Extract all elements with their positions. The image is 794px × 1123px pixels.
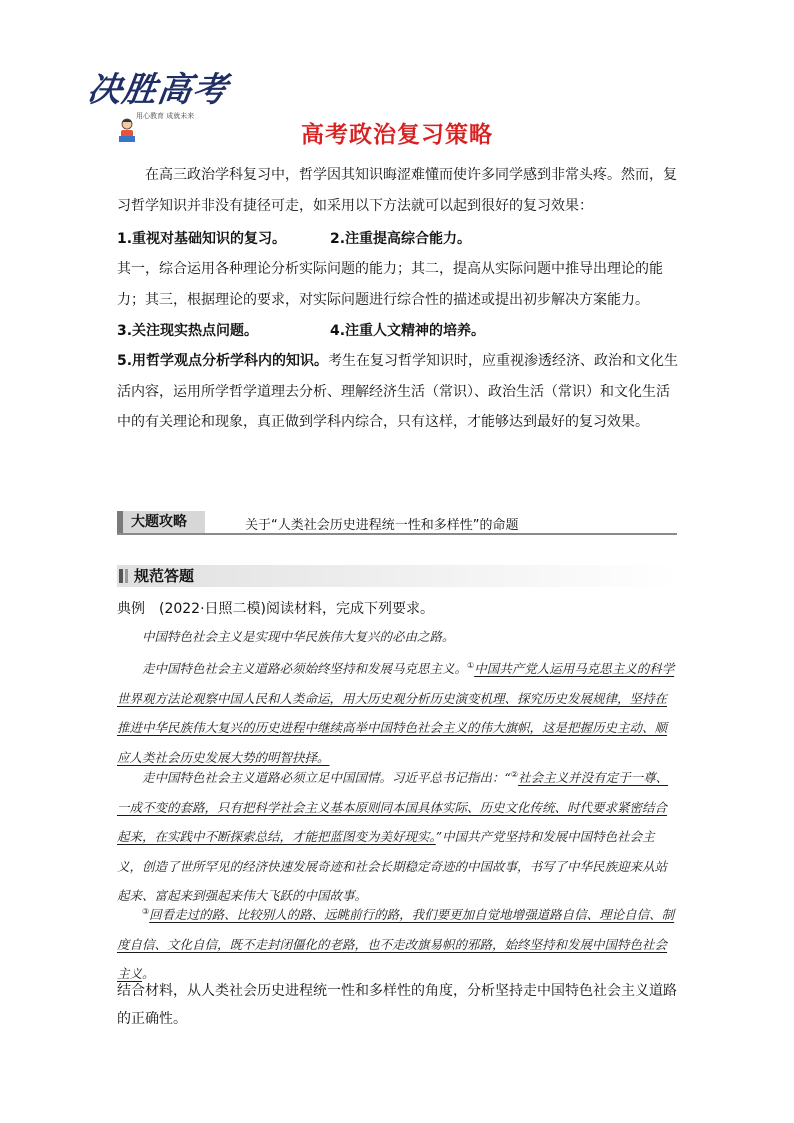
material-paragraph-4 [117, 897, 679, 989]
tip-1: 1.重视对基础知识的复习。 [117, 231, 287, 247]
section-bar [117, 511, 677, 535]
underlined-text: 中国共产党人运用马克思主义的科学世界观方法论观察中国人民和人类命运，用大历史观分析历史演变机理、探究历史发展规律，坚持在推进中华民族伟大复兴的历史进程中继续高举中国特色社会主义的伟大旗帜，这是把握历史主动、顺应人类社会历史发展大势的明智抉择。 [117, 661, 675, 765]
tip-4: 4.注重人文精神的培养。 [330, 323, 486, 339]
tip-3: 3.关注现实热点问题。 [117, 323, 259, 339]
marker-2: ② [510, 770, 519, 779]
material-text: 走中国特色社会主义道路必须始终坚持和发展马克思主义。 [142, 661, 468, 677]
tip-2-body: 其一，综合运用各种理论分析实际问题的能力；其二，提高从实际问题中推导出理论的能力；其三，根据理论的要求，对实际问题进行综合性的描述或提出初步解决方案能力。 [117, 261, 663, 308]
material-text: 走中国特色社会主义道路必须立足中国国情。习近平总书记指出：“ [142, 770, 511, 786]
tip-5: 5.用哲学观点分析学科内的知识。 [117, 353, 329, 369]
section-tab: 大题攻略 [117, 511, 205, 533]
intro-paragraph: 在高三政治学科复习中，哲学因其知识晦涩难懂而使许多同学感到非常头疼。然而，复习哲学知识并非没有捷径可走，如采用以下方法就可以起到很好的复习效果： [117, 167, 677, 214]
sub-heading-text: 规范答题 [134, 567, 195, 585]
material-text: ”中国共产党坚持和发展中国特色社会主义，创造了世所罕见的经济快速发展奇迹和社会长期稳定奇迹的中国故事，书写了中华民族迎来从站起来、富起来到强起来伟大飞跃的中国故事。 [117, 829, 668, 904]
tip-5-body: 考生在复习哲学知识时，应重视渗透经济、政治和文化生活内容，运用所学哲学道理去分析、理解经济生活（常识）、政治生活（常识）和文化生活中的有关理论和现象，真正做到学科内综合，只有这样，才能够达到最好的复习效果。 [117, 353, 679, 430]
material-paragraph-1: 中国特色社会主义是实现中华民族伟大复兴的必由之路。 [142, 629, 455, 644]
marker-3: ③ [142, 907, 150, 916]
underlined-text: 回看走过的路、比较别人的路、远眺前行的路，我们要更加自觉地增强道路自信、理论自信、制度自信、文化自信，既不走封闭僵化的老路，也不走改旗易帜的邪路，始终坚持和发展中国特色社会主义 [117, 907, 675, 982]
question-text: 结合材料，从人类社会历史进程统一性和多样性的角度，分析坚持走中国特色社会主义道路的正确性。 [117, 983, 677, 1027]
logo-text: 决胜高考 [84, 70, 231, 110]
material-text: 。 [142, 966, 155, 982]
tip-5-paragraph [117, 346, 679, 438]
section-topic: 关于“人类社会历史进程统一性和多样性”的命题 [245, 518, 519, 533]
page-title: 高考政治复习策略 [301, 122, 493, 148]
underlined-text: 社会主义并没有定于一尊、一成不变的套路，只有把科学社会主义基本原则同本国具体实际、历史文化传统、时代要求紧密结合起来，在实践中不断探索总结，才能把蓝图变为美好现实。 [117, 770, 669, 845]
material-paragraph-3 [117, 760, 679, 911]
marker-1: ① [467, 661, 475, 670]
heading-mark-icon [119, 569, 123, 583]
example-lead: 典例 (2022·日照二模)阅读材料，完成下列要求。 [117, 601, 435, 617]
heading-mark-icon [125, 569, 128, 583]
tip-2: 2.注重提高综合能力。 [330, 231, 472, 247]
logo-subtitle: 用心教育 成就未来 [136, 112, 195, 120]
material-paragraph-2 [117, 651, 679, 772]
sub-heading [117, 565, 677, 587]
